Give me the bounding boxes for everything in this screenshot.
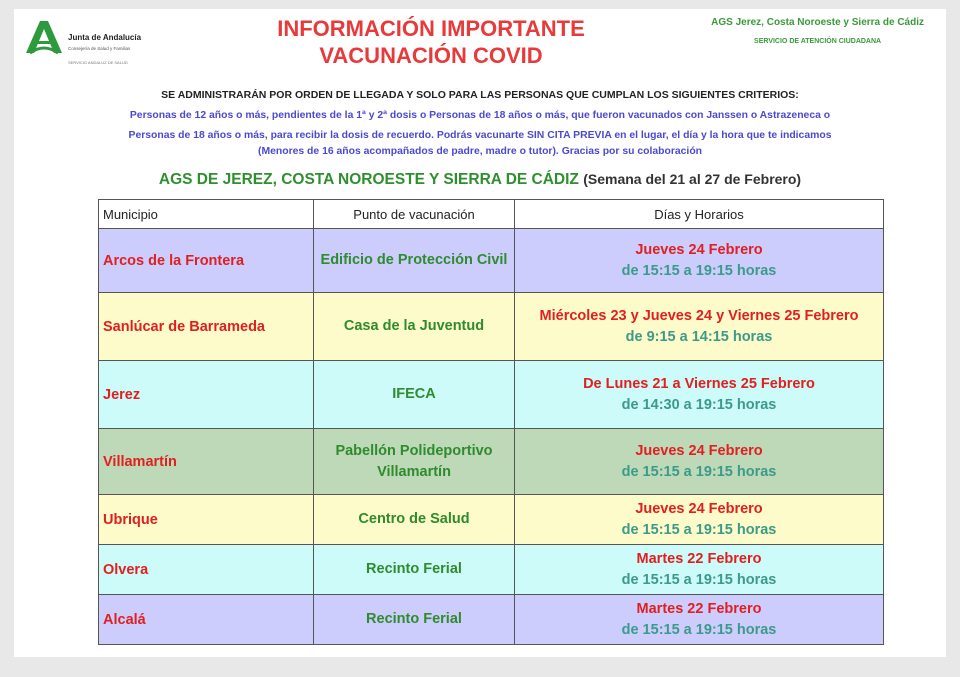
municipio-cell: Villamartín [99,429,314,495]
punto-cell: Casa de la Juventud [314,293,515,361]
punto-cell: Centro de Salud [314,495,515,545]
criteria-line-3: (Menores de 16 años acompañados de padre, madre o tutor). Gracias por su colaboración [257,146,703,157]
table-header-row [99,200,884,229]
horario-text: de 9:15 a 14:15 horas [625,328,773,345]
municipio-cell: Ubrique [99,495,314,545]
horario-cell [515,545,884,595]
dia-text: Miércoles 23 y Jueves 24 y Viernes 25 Febrero [539,307,859,324]
section-week: (Semana del 21 al 27 de Febrero) [583,171,802,187]
table-row [99,545,884,595]
table-row [99,429,884,495]
criteria-text [54,106,906,158]
agency-service: SERVICIO DE ATENCIÓN CIUDADANA [754,38,882,45]
horario-text: de 14:30 a 19:15 horas [621,396,777,413]
horario-cell [515,495,884,545]
notice-sheet [14,9,946,657]
table-row [99,229,884,293]
header-municipio: Municipio [99,200,314,229]
org-name: Junta de Andalucía [68,33,142,42]
municipio-cell: Sanlúcar de Barrameda [99,293,314,361]
horario-cell [515,429,884,495]
header-punto: Punto de vacunación [314,200,515,229]
horario-cell [515,229,884,293]
table-row [99,495,884,545]
punto-cell: Edificio de Protección Civil [314,229,515,293]
municipio-cell: Arcos de la Frontera [99,229,314,293]
junta-andalucia-emblem-icon [22,15,66,59]
horario-text: de 15:15 a 19:15 horas [621,571,777,588]
horario-text: de 15:15 a 19:15 horas [621,262,777,279]
horario-text: de 15:15 a 19:15 horas [621,463,777,480]
agency-block [711,17,924,45]
section-heading [44,171,916,189]
criteria-block [54,89,906,158]
municipio-cell: Alcalá [99,595,314,645]
table-row [99,293,884,361]
criteria-line-2: Personas de 18 años o más, para recibir la dosis de recuerdo. Podrás vacunarte SIN CITA PREVIA en el lugar, el día y la hora que te indicamos [128,130,832,141]
dia-text: De Lunes 21 a Viernes 25 Febrero [583,375,815,392]
page-title [214,15,648,69]
horario-text: de 15:15 a 19:15 horas [621,521,777,538]
municipio-cell: Jerez [99,361,314,429]
dia-text: Jueves 24 Febrero [635,442,763,459]
title-line-1: INFORMACIÓN IMPORTANTE [277,16,585,41]
horario-cell [515,361,884,429]
section-title: AGS DE JEREZ, COSTA NOROESTE Y SIERRA DE CÁDIZ [158,171,579,188]
header-dias: Días y Horarios [515,200,884,229]
dia-text: Martes 22 Febrero [636,600,762,617]
criteria-line-1: Personas de 12 años o más, pendientes de la 1ª y 2ª dosis o Personas de 18 años o más, que fueron vacunados con Janssen o Astrazeneca o [129,110,831,121]
municipio-cell: Olvera [99,545,314,595]
horario-cell [515,595,884,645]
punto-cell: Recinto Ferial [314,595,515,645]
dia-text: Jueves 24 Febrero [635,500,763,517]
table-row [99,595,884,645]
horario-text: de 15:15 a 19:15 horas [621,621,777,638]
punto-cell: Pabellón Polideportivo Villamartín [314,429,515,495]
dept-name: Consejería de Salud y Familias [68,46,131,51]
horario-cell [515,293,884,361]
punto-cell: Recinto Ferial [314,545,515,595]
criteria-lead: SE ADMINISTRARÁN POR ORDEN DE LLEGADA Y SOLO PARA LAS PERSONAS QUE CUMPLAN LOS SIGUIENTES CRITERIOS: [161,89,799,101]
dia-text: Jueves 24 Febrero [635,241,763,258]
table-row [99,361,884,429]
dia-text: Martes 22 Febrero [636,550,762,567]
punto-cell: IFECA [314,361,515,429]
junta-andalucia-logo [22,15,162,67]
schedule-table [98,199,884,645]
title-line-2: VACUNACIÓN COVID [319,43,543,68]
agency-name: AGS Jerez, Costa Noroeste y Sierra de Cádiz [711,17,924,28]
subdept-name: SERVICIO ANDALUZ DE SALUD [68,60,128,65]
